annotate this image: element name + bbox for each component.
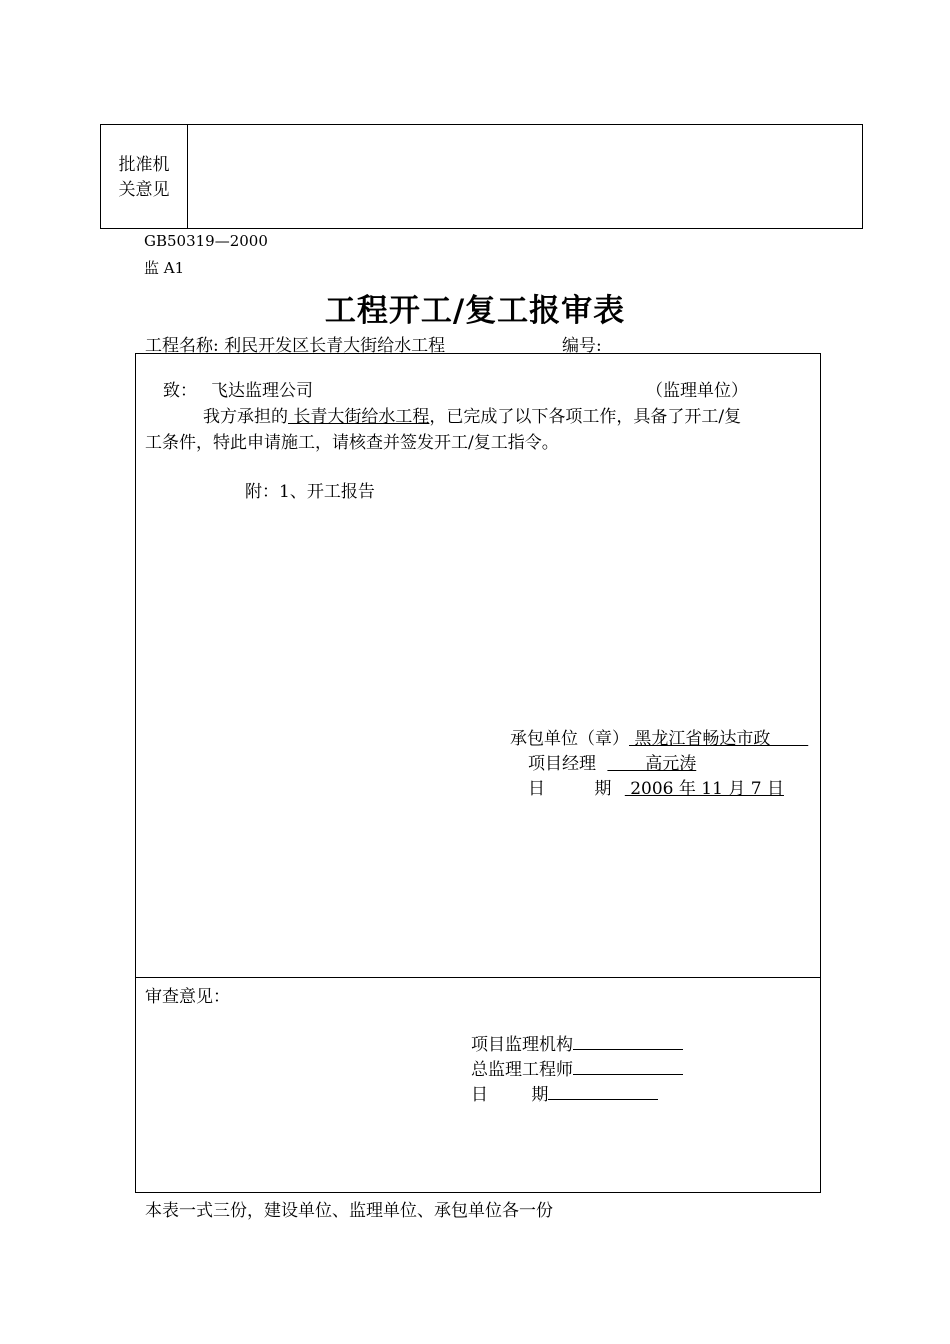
review-engineer-field[interactable] [573,1057,683,1075]
project-name-value: 利民开发区长青大街给水工程 [224,336,446,356]
review-date-row [471,1080,658,1105]
review-org-label: 项目监理机构 [471,1035,573,1055]
review-date-label-1: 日 [471,1085,488,1105]
approval-opinion-label [101,153,187,203]
review-date-label-2: 期 [531,1085,549,1105]
approval-opinion-box [100,124,863,229]
contractor-unit-row [510,724,808,749]
review-engineer-label: 总监理工程师 [471,1060,573,1080]
attachment: 附：1、开工报告 [245,482,375,502]
contractor-date-label-1: 日 [528,779,545,799]
project-name-label: 工程名称: [145,336,219,356]
body-suffix: ，已完成了以下各项工作，具备了开工/复 [429,407,742,427]
contractor-unit-label: 承包单位（章） [510,729,629,749]
contractor-date-label-2: 期 [594,779,612,799]
body-project: 长青大街给水工程 [288,407,430,427]
review-org-field[interactable] [573,1032,683,1050]
body-prefix: 我方承担的 [203,407,288,427]
manager-value: 高元涛 [607,754,697,774]
to-role: （监理单位） [646,381,748,401]
contractor-unit-value: 黑龙江省畅达市政 [629,729,809,749]
page-title: 工程开工/复工报审表 [324,293,626,329]
review-date-field[interactable] [548,1082,658,1100]
review-engineer-row [471,1055,683,1080]
contractor-date-value: 2006 年 11 月 7 日 [624,779,784,799]
manager-row [528,749,696,774]
body-line1 [203,402,741,427]
to-label: 致： [163,381,197,401]
form-code: 监 A1 [144,259,185,277]
footer-note: 本表一式三份，建设单位、监理单位、承包单位各一份 [145,1201,553,1221]
review-org-row [471,1030,683,1055]
number-label: 编号: [562,336,602,356]
body-line2: 工条件，特此申请施工，请核查并签发开工/复工指令。 [145,433,559,453]
approval-label-line1: 批准机 [118,155,170,175]
contractor-date-row [528,774,784,799]
form-divider [136,977,820,978]
to-value: 飞达监理公司 [211,381,313,401]
manager-label: 项目经理 [528,754,596,774]
approval-label-line2: 关意见 [118,180,170,200]
standard-code: GB50319—2000 [144,232,268,250]
approval-opinion-field[interactable] [188,125,862,228]
review-label: 审查意见： [145,987,230,1007]
